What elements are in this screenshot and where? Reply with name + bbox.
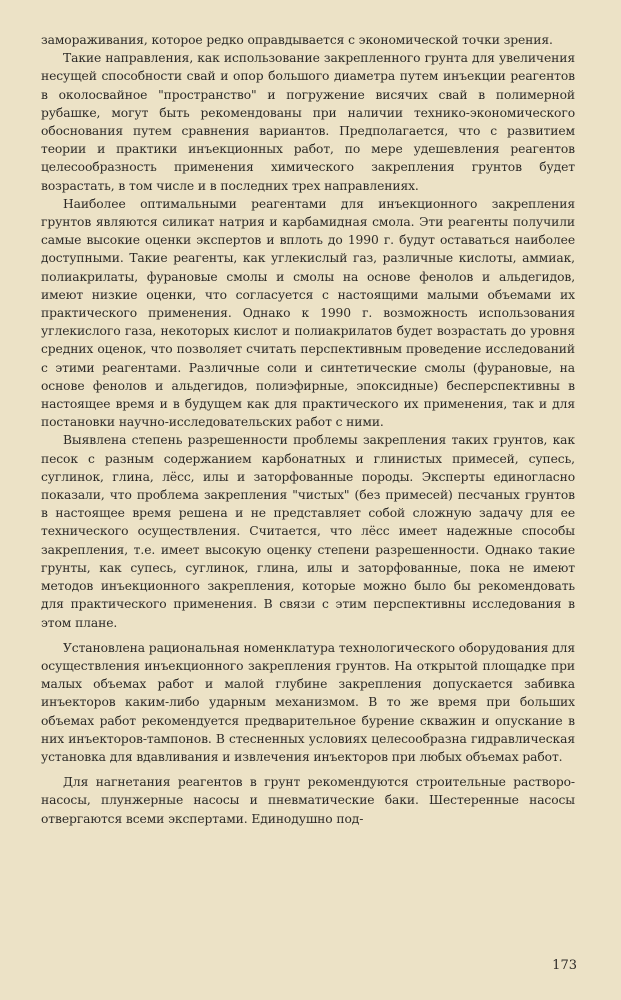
paragraph-pumps: Для нагнетания реагентов в грунт рекомендуются строительные растворо-насосы, плунжерные насосы и пневматические баки. Шестеренные насосы отвергаются всеми экспертами. Единодушно под-	[41, 775, 575, 826]
paragraph-soils: Выявлена степень разрешенности проблемы закрепления таких грунтов, как песок с разным содержанием карбонатных и глинистых примесей, супесь, суглинок, глина, лёсс, илы и заторфованные породы. Эксперты единогласно показали, что проблема закрепления "чистых" (без примесей) песчаных грунтов в настоящее время решена и не представляет собой сложную задачу для ее технического осуществления. Считается, что лёсс имеет надежные способы закрепления, т.е. имеет высокую оценку степени разрешенности. Однако такие грунты, как супесь, суглинок, глина, илы и заторфованные, пока не имеют методов инъекционного закрепления, которые можно было бы рекомендовать для практического применения. В связи с этим перспективны исследования в этом плане.	[41, 433, 575, 630]
page-number: 173	[552, 958, 577, 973]
paragraph-directions: Такие направления, как использование закрепленного грунта для увеличения несущей способности свай и опор большого диаметра путем инъекции реагентов в околосвайное "пространство" и погружение висячих свай в полимерной рубашке, могут быть рекомендованы при наличии технико-экономического обоснования путем сравнения вариантов. Предполагается, что с развитием теории и практики инъекционных работ, по мере удешевления реагентов целесообразность применения химического закрепления грунтов будет возрастать, в том числе и в последних трех направлениях.	[41, 51, 575, 193]
paragraph-continuation: замораживания, которое редко оправдывается с экономической точки зрения.	[41, 33, 553, 47]
paragraph-equipment: Установлена рациональная номенклатура технологического оборудования для осуществления инъекционного закрепления грунтов. На открытой площадке при малых объемах работ и малой глубине закрепления допускается забивка инъекторов каким-либо ударным механизмом. В то же время при больших объемах работ рекомендуется предварительное бурение скважин и опускание в них инъекторов-тампонов. В стесненных условиях целесообразна гидравлическая установка для вдавливания и извлечения инъекторов при любых объемах работ.	[41, 640, 575, 764]
paragraph-reagents: Наиболее оптимальными реагентами для инъекционного закрепления грунтов являются силикат натрия и карбамидная смола. Эти реагенты получили самые высокие оценки экспертов и вплоть до 1990 г. будут оставаться наиболее доступными. Такие реагенты, как углекислый газ, различные кислоты, аммиак, полиакрилаты, фурановые смолы и смолы на основе фенолов и альдегидов, имеют низкие оценки, что согласуется с настоящими малыми объемами их практического применения. Однако к 1990 г. возможность использования углекислого газа, некоторых кислот и полиакрилатов будет возрастать до уровня средних оценок, что позволяет считать перспективным проведение исследований с этими реагентами. Различные соли и синтетические смолы (фурановые, на основе фенолов и альдегидов, полиэфирные, эпоксидные) бесперспективны в настоящее время и в будущем как для практического их применения, так и для постановки научно-исследовательских работ с ними.	[41, 196, 575, 430]
